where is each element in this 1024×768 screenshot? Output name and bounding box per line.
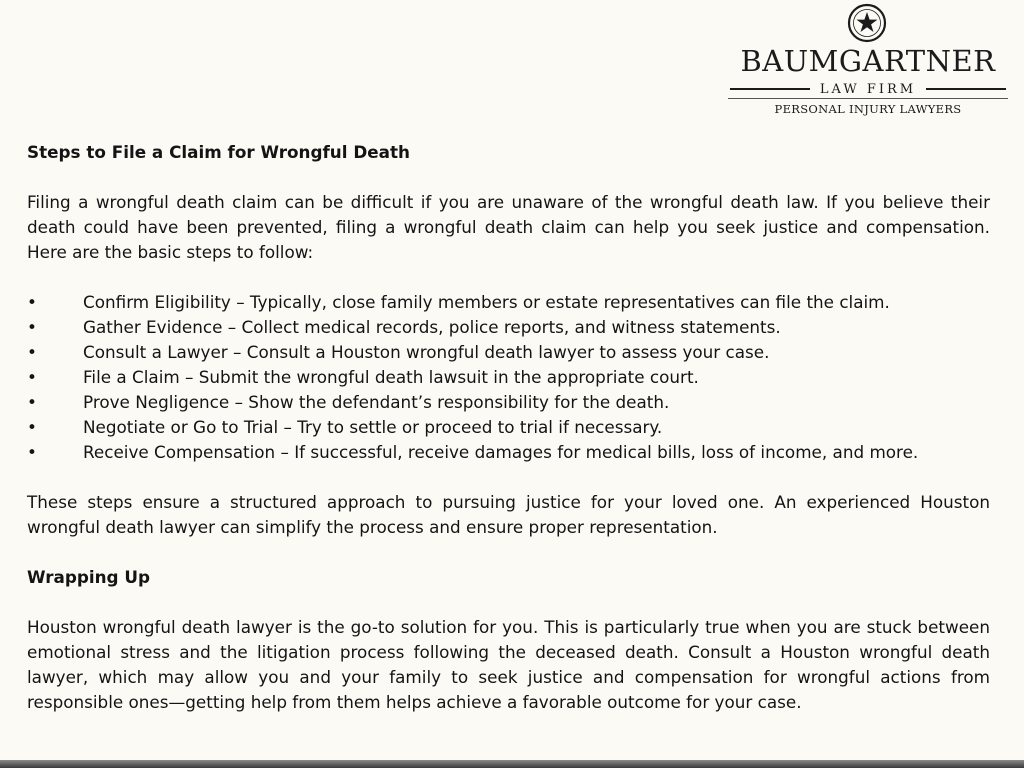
logo-firm-name: BAUMGARTNER — [740, 44, 996, 78]
step-text: Consult a Lawyer – Consult a Houston wrongful death lawyer to assess your case. — [83, 342, 770, 362]
bullet-marker: • — [27, 342, 37, 362]
list-item — [27, 440, 990, 465]
wrapping-up-paragraph: Houston wrongful death lawyer is the go-to solution for you. This is particularly true when you are stuck between emotional stress and the litigation process following the deceased death. Consult a Houston wrongful death lawyer, which may allow you and your family to seek justice and compensation for wrongful actions from responsible ones—getting help from them helps achieve a favorable outcome for your case. — [27, 617, 990, 712]
step-text: Gather Evidence – Collect medical records, police reports, and witness statements. — [83, 317, 781, 337]
step-text: Negotiate or Go to Trial – Try to settle or proceed to trial if necessary. — [83, 417, 663, 437]
steps-heading: Steps to File a Claim for Wrongful Death — [27, 142, 410, 162]
step-text: Confirm Eligibility – Typically, close family members or estate representatives can file the claim. — [83, 292, 890, 312]
logo-rule-left — [730, 88, 810, 90]
bullet-marker: • — [27, 367, 37, 387]
logo-subtitle-row — [730, 80, 1006, 98]
star-seal-icon — [846, 2, 888, 44]
list-item — [27, 290, 990, 315]
logo-divider — [728, 98, 1008, 99]
bullet-marker: • — [27, 417, 37, 437]
steps-intro-paragraph: Filing a wrongful death claim can be difficult if you are unaware of the wrongful death law. If you believe their death could have been prevented, filing a wrongful death claim can help you seek justice and compensation. Here are the basic steps to follow: — [27, 192, 990, 262]
list-item — [27, 415, 990, 440]
logo-rule-right — [926, 88, 1006, 90]
bullet-marker: • — [27, 292, 37, 312]
bottom-border — [0, 760, 1024, 768]
list-item — [27, 365, 990, 390]
wrapping-up-heading: Wrapping Up — [27, 567, 151, 587]
logo-subtitle: LAW FIRM — [819, 81, 917, 97]
list-item — [27, 340, 990, 365]
bullet-marker: • — [27, 442, 37, 462]
logo-tagline: PERSONAL INJURY LAWYERS — [774, 102, 962, 116]
step-text: Prove Negligence – Show the defendant’s responsibility for the death. — [83, 392, 670, 412]
steps-outro-paragraph: These steps ensure a structured approach to pursuing justice for your loved one. An experienced Houston wrongful death lawyer can simplify the process and ensure proper representation. — [27, 492, 990, 537]
step-text: File a Claim – Submit the wrongful death lawsuit in the appropriate court. — [83, 367, 699, 387]
article-content — [27, 140, 990, 740]
list-item — [27, 315, 990, 340]
step-text: Receive Compensation – If successful, receive damages for medical bills, loss of income, and more. — [83, 442, 919, 462]
steps-list — [27, 290, 990, 465]
list-item — [27, 390, 990, 415]
bullet-marker: • — [27, 317, 37, 337]
firm-logo — [726, 2, 1010, 120]
bullet-marker: • — [27, 392, 37, 412]
